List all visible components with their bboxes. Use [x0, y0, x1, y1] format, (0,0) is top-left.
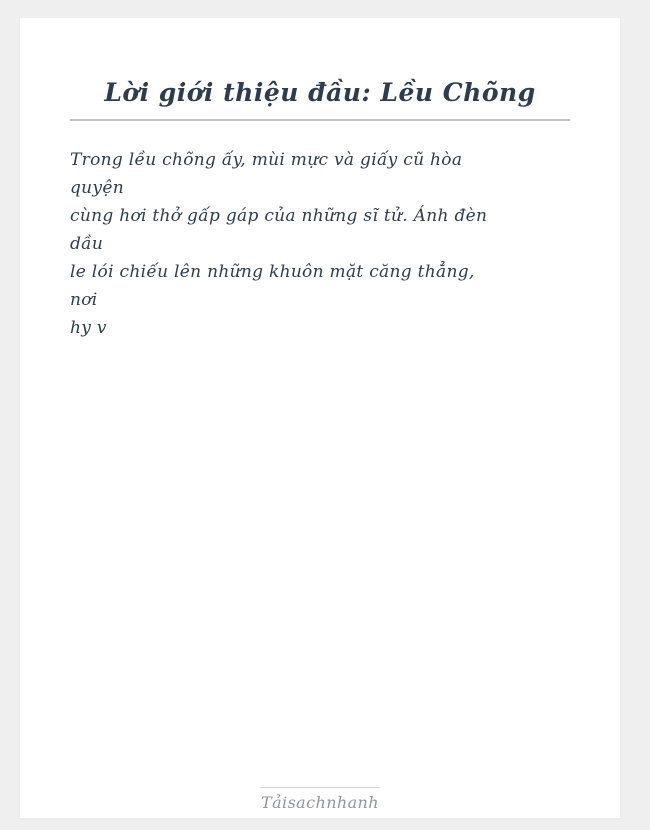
document-page	[20, 18, 620, 818]
body-line: quyện	[70, 178, 124, 198]
page-footer	[20, 787, 620, 812]
body-line: cùng hơi thở gấp gáp của những sĩ tử. Ánh đèn	[70, 206, 488, 226]
body-line: dầu	[70, 234, 104, 254]
page-title: Lời giới thiệu đầu: Lều Chõng	[104, 78, 536, 107]
footer-divider	[260, 787, 380, 788]
body-text	[70, 146, 580, 342]
title-divider	[70, 119, 570, 121]
body-line: hy v	[70, 318, 107, 338]
body-line: nơi	[70, 290, 98, 310]
footer-brand: Tảisachnhanh	[261, 793, 379, 812]
body-line: Trong lều chõng ấy, mùi mực và giấy cũ hòa	[70, 150, 463, 170]
body-line: le lói chiếu lên những khuôn mặt căng thẳng,	[70, 262, 475, 282]
